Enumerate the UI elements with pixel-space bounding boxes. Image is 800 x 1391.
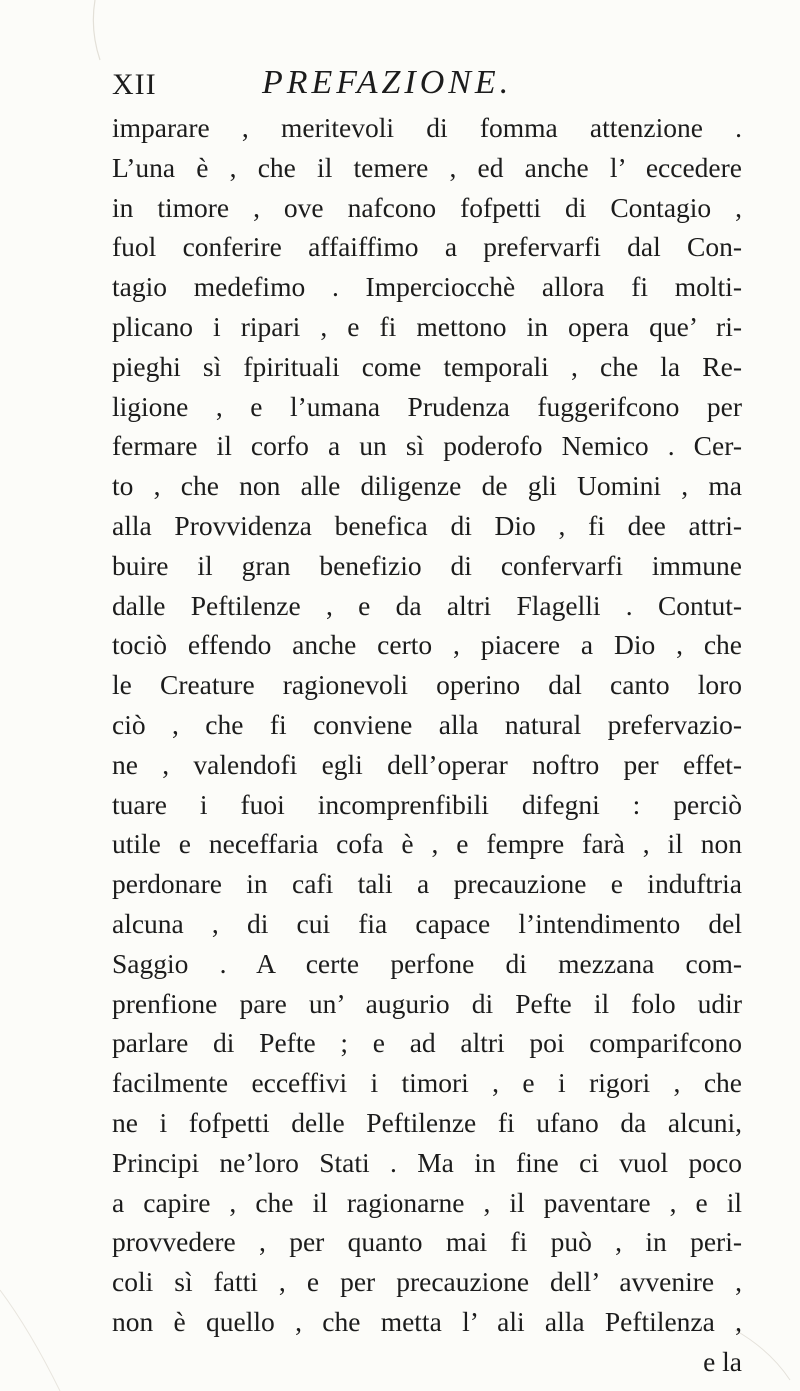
body-text <box>112 108 742 1382</box>
text-line: alcuna , di cui fia capace l’intendimento del <box>112 907 742 939</box>
text-line: prenfione pare un’ augurio di Pefte il folo udir <box>112 987 742 1019</box>
text-line: Principi ne’loro Stati . Ma in fine ci vuol poco <box>112 1146 742 1178</box>
text-line: tuare i fuoi incomprenfibili difegni : perciò <box>112 788 742 820</box>
text-line: provvedere , per quanto mai fi può , in peri- <box>112 1226 742 1258</box>
text-line: tociò effendo anche certo , piacere a Dio , che <box>112 629 742 661</box>
text-line: ligione , e l’umana Prudenza fuggerifcono per <box>112 390 742 422</box>
catchword: e la <box>703 1345 742 1377</box>
page-number: XII <box>112 68 157 101</box>
text-line: to , che non alle diligenze de gli Uomini , ma <box>112 470 742 502</box>
text-line: alla Provvidenza benefica di Dio , fi dee attri- <box>112 509 742 541</box>
text-line: Saggio . A certe perfone di mezzana com- <box>112 947 742 979</box>
page-header <box>112 64 732 104</box>
text-line: tagio medefimo . Imperciocchè allora fi molti- <box>112 271 742 303</box>
text-line: in timore , ove nafcono fofpetti di Contagio , <box>112 191 742 223</box>
text-line: ne i fofpetti delle Peftilenze fi ufano da alcuni, <box>112 1106 742 1138</box>
text-line: utile e neceffaria cofa è , e fempre farà , il non <box>112 828 742 860</box>
running-head: PREFAZIONE. <box>262 64 513 101</box>
text-line: fermare il corfo a un sì poderofo Nemico . Cer- <box>112 430 742 462</box>
text-line: coli sì fatti , e per precauzione dell’ avvenire , <box>112 1266 742 1298</box>
text-line: perdonare in cafi tali a precauzione e induftria <box>112 868 742 900</box>
text-line: non è quello , che metta l’ ali alla Peftilenza , <box>112 1305 742 1337</box>
text-line: parlare di Pefte ; e ad altri poi comparifcono <box>112 1027 742 1059</box>
text-line: a capire , che il ragionarne , il paventare , e il <box>112 1186 742 1218</box>
text-line: pieghi sì fpirituali come temporali , che la Re- <box>112 350 742 382</box>
text-line: facilmente ecceffivi i timori , e i rigori , che <box>112 1067 742 1099</box>
text-line: dalle Peftilenze , e da altri Flagelli . Contut- <box>112 589 742 621</box>
text-line: ne , valendofi egli dell’operar noftro per effet- <box>112 748 742 780</box>
text-line: ciò , che fi conviene alla natural prefervazio- <box>112 708 742 740</box>
text-line: le Creature ragionevoli operino dal canto loro <box>112 669 742 701</box>
text-line: buire il gran benefizio di confervarfi immune <box>112 549 742 581</box>
text-line: plicano i ripari , e fi mettono in opera que’ ri- <box>112 310 742 342</box>
text-line: fuol conferire affaiffimo a prefervarfi dal Con- <box>112 231 742 263</box>
text-line: L’una è , che il temere , ed anche l’ eccedere <box>112 151 742 183</box>
text-line: imparare , meritevoli di fomma attenzione . <box>112 112 742 143</box>
